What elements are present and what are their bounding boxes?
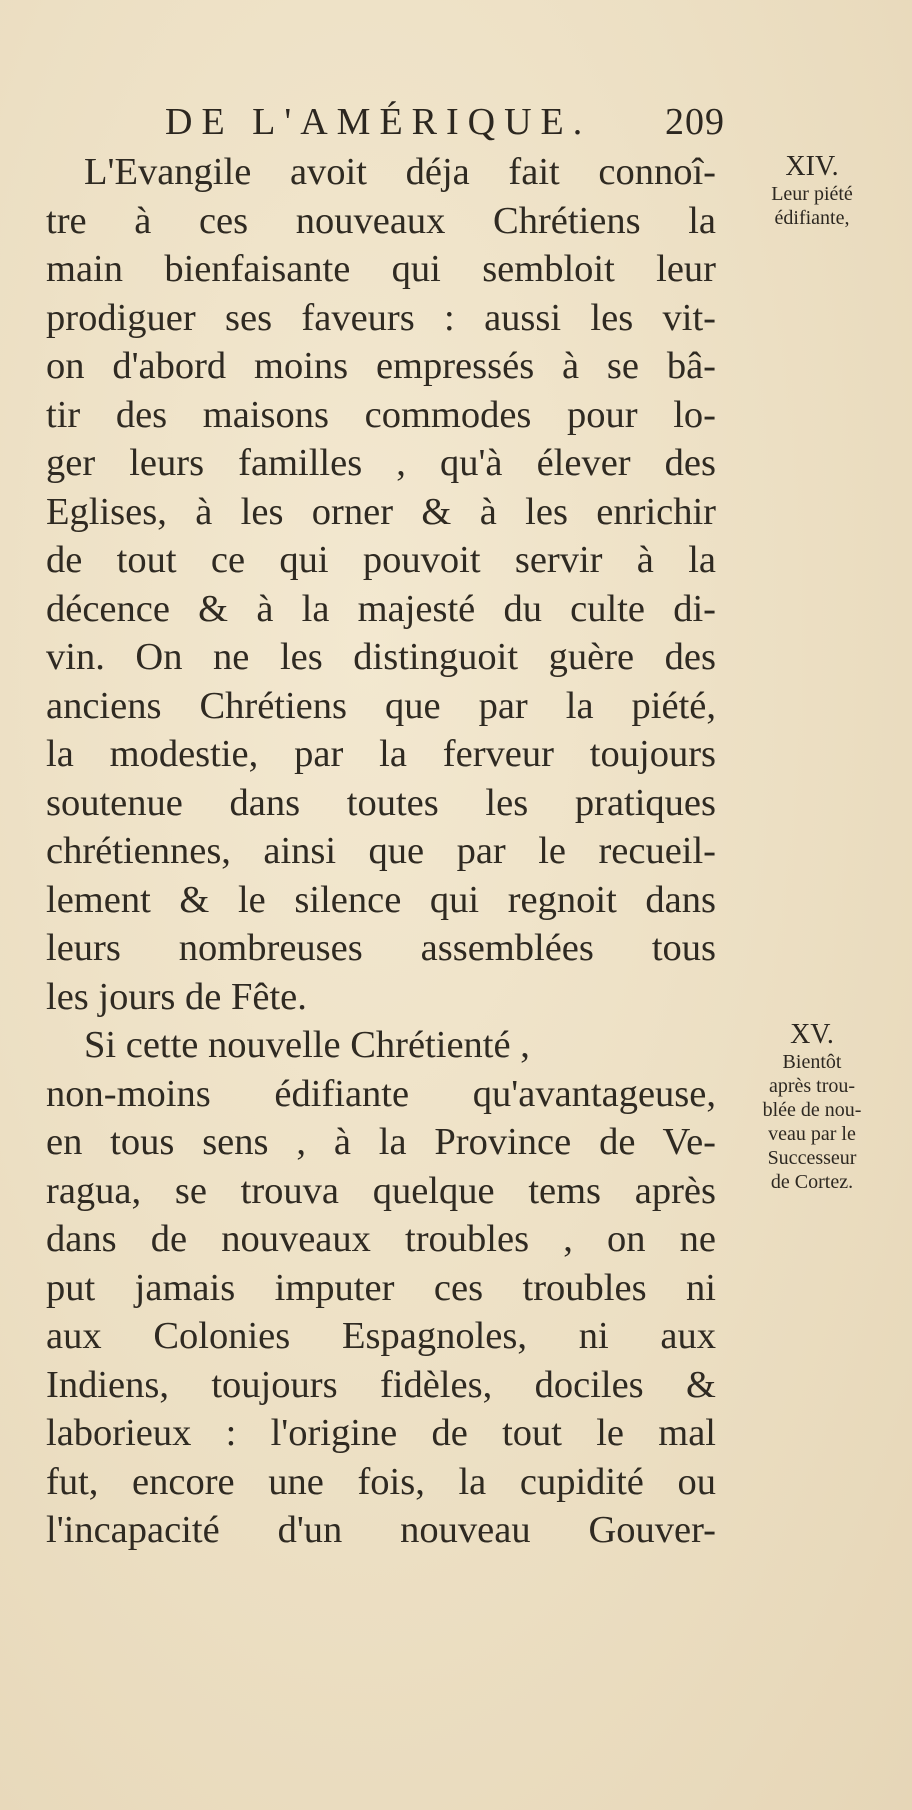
page-number: 209	[665, 101, 725, 143]
text-line: les jours de Fête.	[46, 975, 307, 1018]
text-line: de tout ce qui pouvoit servir à la	[46, 539, 716, 581]
text-line: anciens Chrétiens que par la piété,	[46, 684, 716, 727]
margin-note-number: XV.	[790, 1019, 834, 1050]
body-text	[46, 148, 716, 1555]
text-line: aux Colonies Espagnoles, ni aux	[46, 1315, 716, 1357]
margin-note-line: Bientôt	[782, 1051, 842, 1073]
margin-note-line: veau par le	[768, 1123, 856, 1145]
running-head	[165, 100, 725, 150]
text-line: tir des maisons commodes pour lo-	[46, 393, 716, 436]
text-line: l'incapacité d'un nouveau Gouver-	[46, 1509, 716, 1551]
text-line: laborieux : l'origine de tout le mal	[46, 1412, 716, 1454]
margin-note-line: de Cortez.	[770, 1171, 854, 1193]
text-line: Eglises, à les orner & à les enrichir	[46, 490, 716, 533]
margin-note-xiv	[722, 152, 902, 230]
margin-note-xv	[722, 1020, 902, 1194]
margin-note-line: Leur piété	[771, 183, 853, 205]
text-line: ger leurs familles , qu'à élever des	[46, 442, 716, 484]
text-line: tre à ces nouveaux Chrétiens la	[46, 199, 716, 242]
text-line: prodiguer ses faveurs : aussi les vit-	[46, 296, 716, 339]
running-head-title: DE L'AMÉRIQUE.	[165, 101, 592, 143]
text-line: Indiens, toujours fidèles, dociles &	[46, 1363, 716, 1406]
margin-note-number: XIV.	[785, 151, 839, 182]
margin-note-line: édifiante,	[774, 207, 850, 229]
text-line: Si cette nouvelle Chrétienté ,	[84, 1024, 530, 1066]
margin-note-line: blée de nou-	[762, 1099, 862, 1121]
text-line: dans de nouveaux troubles , on ne	[46, 1218, 716, 1260]
text-line: put jamais imputer ces troubles ni	[46, 1266, 716, 1309]
text-line: on d'abord moins empressés à se bâ-	[46, 345, 716, 387]
text-line: soutenue dans toutes les pratiques	[46, 781, 716, 824]
text-line: lement & le silence qui regnoit dans	[46, 878, 716, 921]
text-line: ragua, se trouva quelque tems après	[46, 1169, 716, 1212]
margin-note-line: Successeur	[767, 1147, 857, 1169]
text-line: non-moins édifiante qu'avantageuse,	[46, 1072, 716, 1115]
text-line: en tous sens , à la Province de Ve-	[46, 1121, 716, 1163]
text-line: vin. On ne les distinguoit guère des	[46, 636, 716, 678]
text-line: chrétiennes, ainsi que par le recueil-	[46, 830, 716, 872]
text-line: fut, encore une fois, la cupidité ou	[46, 1460, 716, 1503]
text-line: la modestie, par la ferveur toujours	[46, 733, 716, 775]
text-line: leurs nombreuses assemblées tous	[46, 927, 716, 969]
margin-note-line: après trou-	[768, 1075, 856, 1097]
text-line: main bienfaisante qui sembloit leur	[46, 248, 716, 290]
text-line: L'Evangile avoit déja fait connoî-	[84, 151, 716, 193]
text-line: décence & à la majesté du culte di-	[46, 587, 716, 630]
